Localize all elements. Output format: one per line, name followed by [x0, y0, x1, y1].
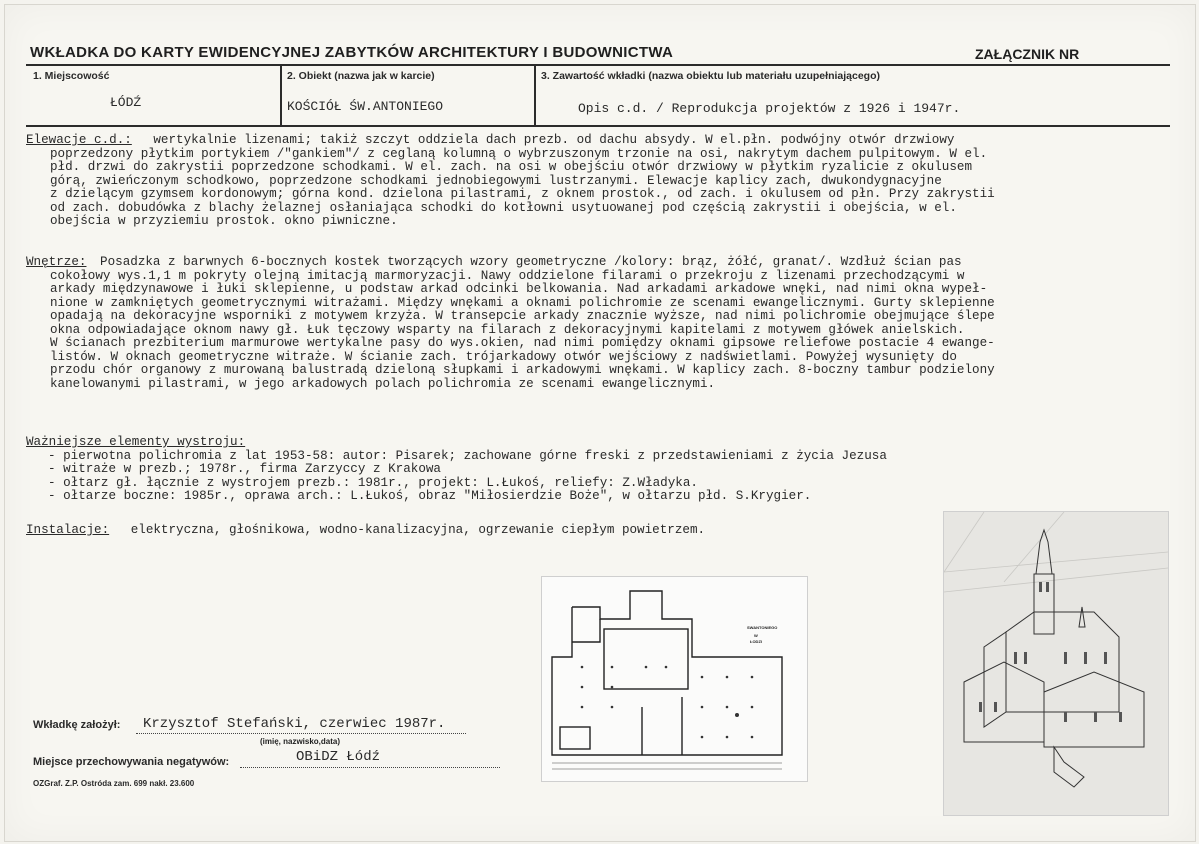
elementy-item: - pierwotna polichromia z lat 1953-58: autor: Pisarek; zachowane górne freski z przedstawieniami z życia Jezusa — [48, 448, 887, 463]
elementy-heading: Ważniejsze elementy wystroju: — [26, 435, 246, 449]
wnetrze-line: przodu chór organowy z murowaną balustradą dzieloną słupkami i arkadowymi wnękami. W kaplicy zach. 8-boczny tambur podzielony — [50, 363, 995, 377]
plan-title-2: W — [754, 633, 758, 638]
author-label: Wkładkę założył: — [33, 719, 121, 731]
author-value: Krzysztof Stefański, czerwiec 1987r. — [143, 716, 446, 732]
elewacje-heading: Elewacje c.d.: — [26, 133, 132, 147]
object-label: 2. Obiekt (nazwa jak w karcie) — [287, 70, 435, 82]
contents-value: Opis c.d. / Reprodukcja projektów z 1926 i 1947r. — [578, 101, 961, 116]
elewacje-line: z dzielącym gzymsem kordonowym; górna kond. dzielona pilastrami, z oknem prostok., od zach. i okulusem od płn. Przy zakrystii — [50, 187, 995, 201]
header-rule — [26, 64, 1170, 66]
instalacje-section — [26, 524, 705, 538]
fields-rule — [26, 125, 1170, 127]
wnetrze-line: opadają na dekoracyjne wsporniki z motywem krzyża. W transepcie arkady znacznie wyższe, nad nimi polichromie obejmujące ślepe — [50, 309, 995, 323]
storage-label: Miejsce przechowywania negatywów: — [33, 756, 230, 768]
church-perspective-image — [943, 511, 1169, 816]
instalacje-text: elektryczna, głośnikowa, wodno-kanalizacyjna, ogrzewanie ciepłym powietrzem. — [130, 523, 706, 537]
wnetrze-line: kanelowanymi pilastrami, w jego arkadowych polach polichromia ze scenami ewangelicznymi. — [50, 376, 716, 391]
field-divider-1 — [280, 64, 282, 126]
plan-title-3: ŁODZI — [750, 639, 762, 644]
wnetrze-line: W ścianach prezbiterium marmurowe wertykalne pasy do wys.okien, nad nimi pomiędzy oknami gipsowe reliefowe postacie 4 ewange- — [50, 336, 995, 350]
wnetrze-line: Posadzka z barwnych 6-bocznych kostek tworzących wzory geometryczne /kolory: brąz, żółć, granat/. Wzdłuż ścian pas — [100, 255, 962, 269]
elewacje-line: obejścia w przyziemiu prostok. okno piwniczne. — [50, 214, 398, 228]
instalacje-heading: Instalacje: — [26, 523, 110, 537]
elementy-item: - ołtarz gł. łącznie z wystrojem prezb.: 1981r., projekt: L.Łukoś, reliefy: Z.Władyka. — [48, 475, 698, 490]
elementy-item: - witraże w prezb.; 1978r., firma Zarzyccy z Krakowa — [48, 462, 441, 476]
wnetrze-line: listów. W oknach geometryczne witraże. W ścianie zach. trójarkadowy otwór wejściowy z nadświetlami. Powyżej wysunięty do — [50, 349, 957, 364]
wnetrze-section — [26, 256, 995, 391]
elewacje-line: poprzedzony płytkim portykiem /"gankiem"/ z ceglaną kolumną o wybrzuszonym trzonie na osi, nakrytym dachem pulpitowym. W el. — [50, 146, 988, 161]
contents-label: 3. Zawartość wkładki (nazwa obiektu lub materiału uzupełniającego) — [541, 70, 880, 82]
annex-number-label: ZAŁĄCZNIK NR — [975, 46, 1080, 62]
plan-title-1: SWANTONIEGO — [747, 625, 778, 630]
floor-plan-drawing — [542, 577, 807, 781]
print-info: OZGraf. Z.P. Ostróda zam. 699 nakł. 23.600 — [33, 779, 195, 788]
object-value: KOŚCIÓŁ ŚW.ANTONIEGO — [287, 99, 444, 114]
wnetrze-heading: Wnętrze: — [26, 255, 87, 269]
wnetrze-line: arkady międzynawowe i łuki sklepienne, u podstaw arkad odcinki belkowania. Nad arkadami arkadowe wnęki, nad nimi okna wypeł- — [50, 282, 988, 296]
author-underline — [136, 733, 466, 734]
storage-value: OBiDZ Łódź — [296, 749, 381, 765]
elementy-item: - ołtarze boczne: 1985r., oprawa arch.: L.Łukoś, obraz "Miłosierdzie Boże", w ołtarzu płd. S.Krygier. — [48, 489, 812, 503]
wnetrze-line: nione w zamkniętych geometrycznymi witrażami. Między wnękami a oknami polichromie ze scenami ewangelicznymi. Gurty sklepienne — [50, 295, 995, 310]
wnetrze-line: okna odpowiadające oknom nawy gł. Łuk tęczowy wsparty na filarach z dekoracyjnymi kapitelami z motywem główek anielskich. — [50, 322, 965, 337]
storage-underline — [240, 767, 500, 768]
elewacje-line: od zach. dobudówka z blachy żelaznej osłaniająca schodki do kotłowni usytuowanej pod częścią zakrystii i obejścia, w el. — [50, 200, 957, 215]
wnetrze-line: cokołowy wys.1,1 m pokryty olejną imitacją marmoryzacji. Nawy oddzielone filarami o przekroju z lizenami przechodzącymi w — [50, 268, 965, 283]
elewacje-line: wertykalnie lizenami; takiż szczyt oddziela dach prezb. od dachu absydy. W el.płn. podwójny otwór drzwiowy — [153, 133, 955, 147]
form-title: WKŁADKA DO KARTY EWIDENCYJNEJ ZABYTKÓW ARCHITEKTURY I BUDOWNICTWA — [30, 44, 674, 61]
elewacje-section — [26, 134, 995, 229]
locality-label: 1. Miejscowość — [33, 70, 110, 82]
elementy-section — [26, 436, 887, 504]
floor-plan-image — [541, 576, 808, 782]
author-hint: (imię, nazwisko,data) — [260, 737, 341, 746]
church-perspective-drawing — [944, 512, 1168, 815]
elewacje-line: płd. drzwi do zakrystii poprzedzone schodkami. W el. zach. na osi w obejściu otwór drzwiowy w płytkim ryzalicie z okulusem — [50, 160, 973, 174]
elewacje-line: górą, zwieńczonym schodkowo, poprzedzone schodkami jednobiegowymi lustrzanymi. Elewacje kaplicy zach, dwukondygnacyjne — [50, 173, 942, 188]
field-divider-2 — [534, 64, 536, 126]
locality-value: ŁÓDŹ — [110, 95, 142, 110]
